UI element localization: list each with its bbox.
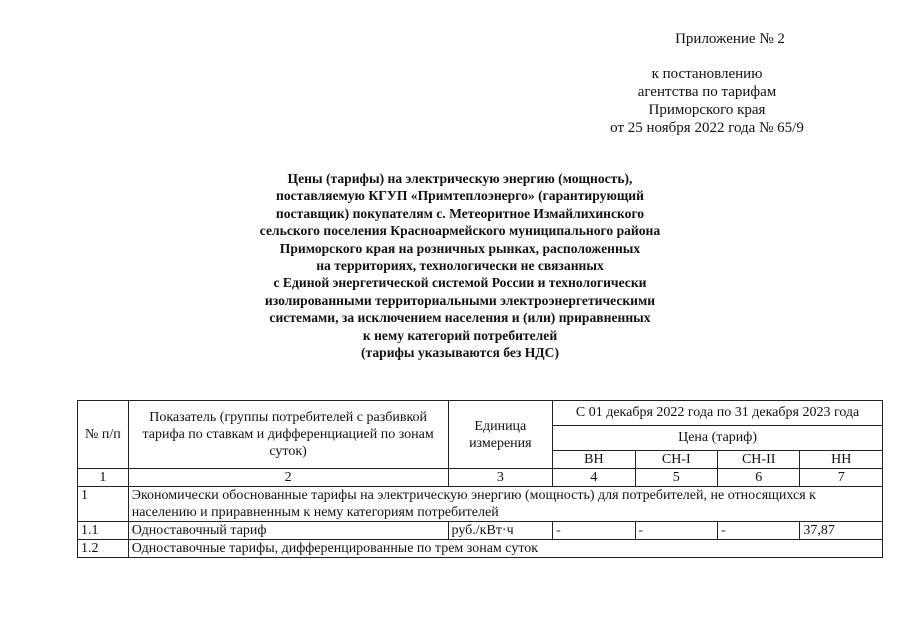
table-row <box>78 522 883 540</box>
table-header-row <box>78 401 883 426</box>
voltage-sn1-header: СН-I <box>635 451 717 469</box>
title-line: (тарифы указываются без НДС) <box>360 345 560 361</box>
title-line: на территориях, технологически не связанных <box>316 258 604 274</box>
col-indicator-header: Показатель (группы потребителей с разбивкой тарифа по ставкам и дифференциацией по зонам суток) <box>128 401 448 469</box>
price-nn: 37,87 <box>800 522 883 540</box>
col-unit-header: Единица измерения <box>448 401 553 469</box>
price-header: Цена (тариф) <box>553 426 883 451</box>
title-line: сельского поселения Красноармейского муниципального района <box>259 223 661 239</box>
column-number-row <box>78 469 883 487</box>
row-unit: руб./кВт·ч <box>448 522 553 540</box>
appendix-ref-line: Приморского края <box>648 102 766 118</box>
column-number: 3 <box>448 469 553 487</box>
column-number: 5 <box>635 469 717 487</box>
title-line: Цены (тарифы) на электрическую энергию (мощность), <box>287 171 633 186</box>
table-row <box>78 540 883 558</box>
title-line: поставщик) покупателям с. Метеоритное Измайлихинского <box>275 205 645 221</box>
appendix-ref-line: от 25 ноября 2022 года № 65/9 <box>610 120 804 136</box>
column-number: 1 <box>78 469 129 487</box>
table-row <box>78 487 883 522</box>
document-title <box>180 170 740 361</box>
col-index-header: № п/п <box>78 401 129 469</box>
appendix-label: Приложение № 2 <box>675 31 785 47</box>
title-line: с Единой энергетической системой России и технологически <box>273 275 647 291</box>
title-line: к нему категорий потребителей <box>362 327 558 343</box>
voltage-vn-header: ВН <box>553 451 635 469</box>
column-number: 4 <box>553 469 635 487</box>
appendix-ref-line: агентства по тарифам <box>637 84 777 100</box>
period-header: С 01 декабря 2022 года по 31 декабря 2023 года <box>553 401 883 426</box>
row-number: 1 <box>78 487 129 522</box>
title-line: поставляемую КГУП «Примтеплоэнерго» (гарантирующий <box>276 188 644 204</box>
title-line: изолированными территориальными электроэнергетическими <box>264 292 656 308</box>
row-number: 1.1 <box>78 522 129 540</box>
column-number: 2 <box>128 469 448 487</box>
column-number: 6 <box>717 469 799 487</box>
price-sn2: - <box>717 522 799 540</box>
row-text: Одноставочные тарифы, дифференцированные по трем зонам суток <box>128 540 882 558</box>
appendix-block <box>560 30 880 137</box>
price-vn: - <box>553 522 635 540</box>
title-line: Приморского края на розничных рынках, расположенных <box>279 240 641 256</box>
row-text: Экономически обоснованные тарифы на электрическую энергию (мощность) для потребителей, не относящихся к населению и приравненным к нему категориям потребителей <box>128 487 882 522</box>
voltage-sn2-header: СН-II <box>717 451 799 469</box>
title-line: системами, за исключением населения и (или) приравненных <box>269 310 651 326</box>
price-sn1: - <box>635 522 717 540</box>
column-number: 7 <box>800 469 883 487</box>
tariff-table <box>77 400 883 558</box>
row-number: 1.2 <box>78 540 129 558</box>
voltage-nn-header: НН <box>800 451 883 469</box>
appendix-reference <box>560 65 880 137</box>
appendix-ref-line: к постановлению <box>651 66 763 82</box>
row-text: Одноставочный тариф <box>128 522 448 540</box>
